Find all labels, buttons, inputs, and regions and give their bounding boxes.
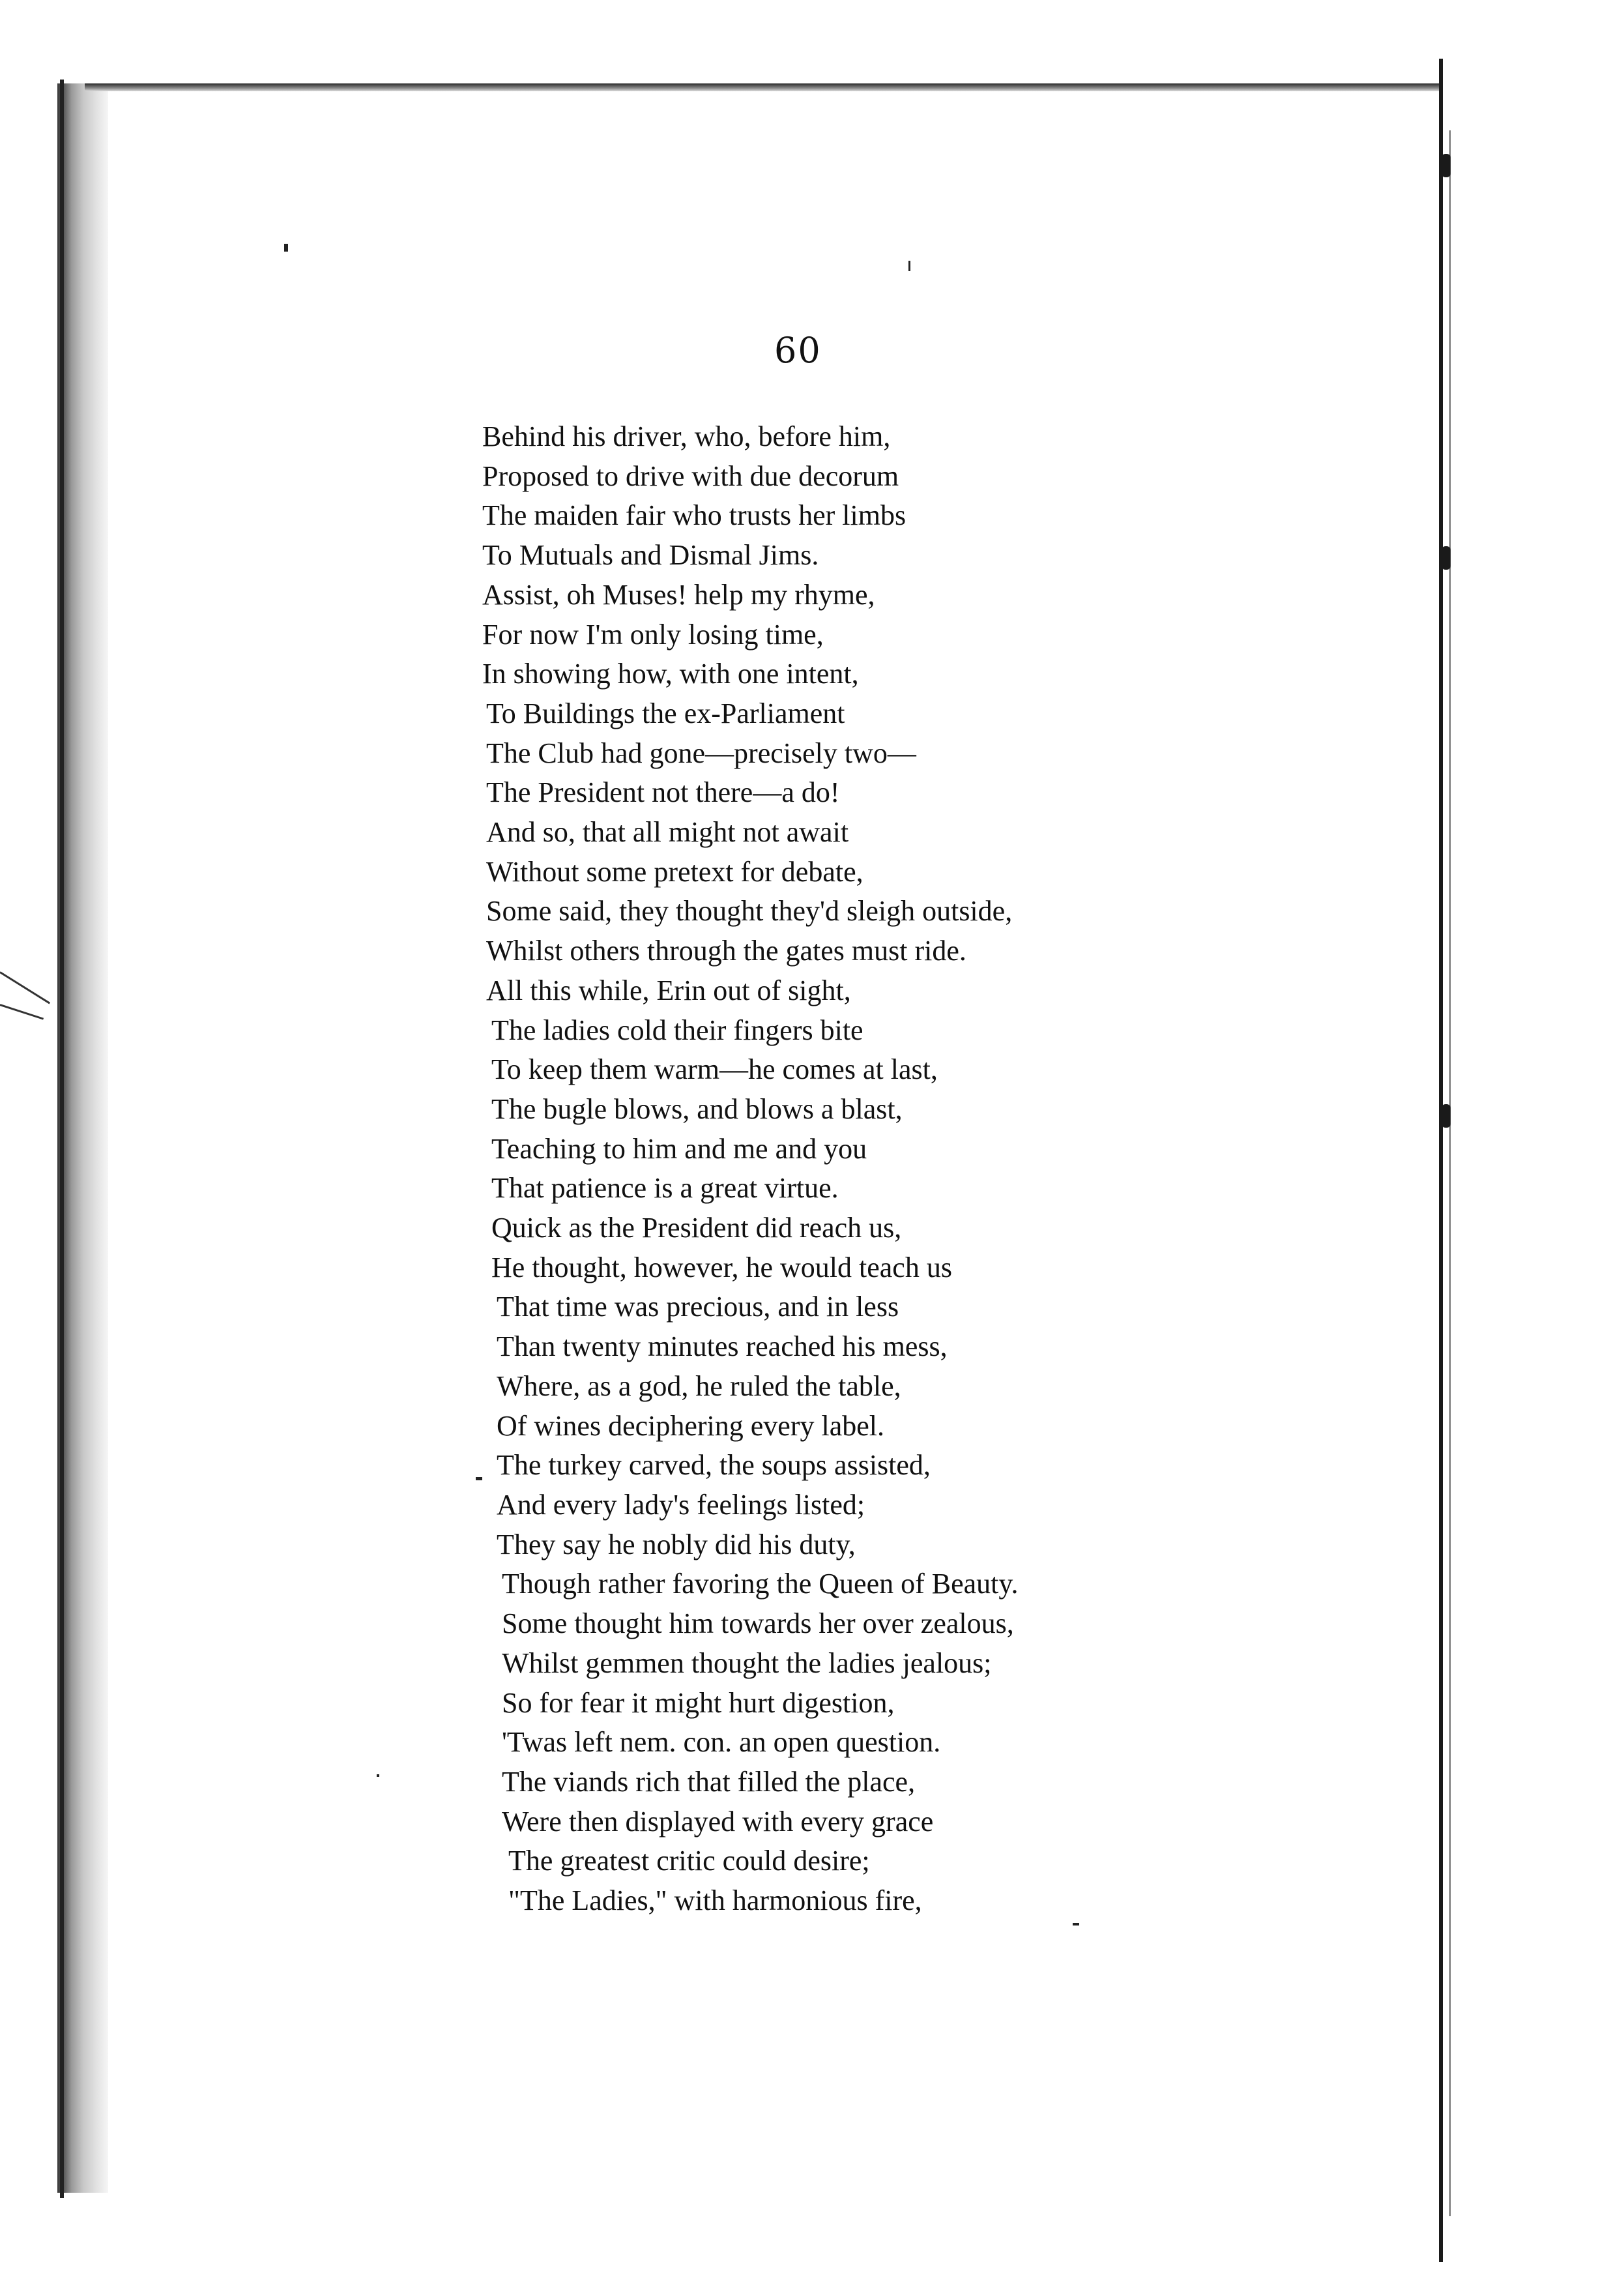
page-left-edge — [57, 83, 108, 2193]
poem-line: And every lady's feelings listed; — [497, 1488, 865, 1521]
poem-line: Whilst gemmen thought the ladies jealous; — [502, 1647, 992, 1679]
poem-line: Whilst others through the gates must ride. — [486, 935, 966, 967]
poem-line: For now I'm only losing time, — [482, 618, 824, 651]
poem-line: That patience is a great virtue. — [491, 1172, 839, 1205]
poem-line: And so, that all might not await — [486, 816, 849, 849]
speck — [284, 244, 288, 252]
poem-line: He thought, however, he would teach us — [491, 1251, 952, 1283]
poem-line: To Buildings the ex-Parliament — [486, 697, 845, 729]
poem-line: The maiden fair who trusts her limbs — [482, 499, 906, 532]
poem-line: Quick as the President did reach us, — [491, 1212, 902, 1244]
dash-mark — [476, 1477, 482, 1480]
speck — [908, 261, 910, 271]
poem-line: The President not there—a do! — [486, 776, 840, 809]
poem-line: Assist, oh Muses! help my rhyme, — [482, 578, 875, 611]
poem-line: Proposed to drive with due decorum — [482, 460, 899, 492]
poem-line: Though rather favoring the Queen of Beauty. — [502, 1568, 1019, 1600]
poem-line: The greatest critic could desire; — [508, 1845, 870, 1877]
poem-body — [482, 417, 1329, 1921]
poem-line: Teaching to him and me and you — [491, 1132, 867, 1165]
poem-line: Without some pretext for debate, — [486, 855, 863, 888]
poem-line: 'Twas left nem. con. an open question. — [502, 1726, 941, 1759]
poem-line: Some said, they thought they'd sleigh outside, — [486, 895, 1013, 928]
poem-line: They say he nobly did his duty, — [497, 1528, 856, 1560]
speck — [1073, 1923, 1079, 1925]
poem-line: The bugle blows, and blows a blast, — [491, 1092, 903, 1125]
page-right-fold-thin — [1449, 130, 1451, 2216]
poem-line: The Club had gone—precisely two— — [486, 737, 916, 769]
poem-line: The ladies cold their fingers bite — [491, 1014, 863, 1046]
poem-line: The viands rich that filled the place, — [502, 1765, 916, 1798]
poem-line: Some thought him towards her over zealous, — [502, 1607, 1014, 1640]
page-left-border — [60, 80, 64, 2198]
poem-line: Behind his driver, who, before him, — [482, 420, 891, 452]
poem-line: That time was precious, and in less — [497, 1291, 899, 1323]
poem-line: So for fear it might hurt digestion, — [502, 1686, 895, 1719]
poem-line: All this while, Erin out of sight, — [486, 974, 851, 1006]
poem-line: Of wines deciphering every label. — [497, 1409, 884, 1442]
scratch-mark — [0, 971, 50, 1004]
poem-line: Than twenty minutes reached his mess, — [497, 1330, 948, 1363]
right-margin-strip — [1453, 0, 1624, 2284]
poem-line: The turkey carved, the soups assisted, — [497, 1449, 931, 1482]
binding-mark — [1442, 546, 1451, 570]
poem-line: To keep them warm—he comes at last, — [491, 1053, 938, 1086]
poem-line: In showing how, with one intent, — [482, 658, 859, 690]
poem-line: "The Ladies," with harmonious fire, — [508, 1884, 922, 1917]
page-number: 60 — [774, 330, 822, 371]
poem-line: Where, as a god, he ruled the table, — [497, 1369, 901, 1402]
poem-line: Were then displayed with every grace — [502, 1805, 934, 1837]
binding-mark — [1442, 1104, 1451, 1128]
poem-line: To Mutuals and Dismal Jims. — [482, 539, 819, 572]
binding-mark — [1442, 154, 1451, 177]
page-top-edge — [85, 83, 1440, 91]
scratch-mark — [0, 1004, 44, 1019]
page-right-fold — [1439, 59, 1443, 2262]
speck — [377, 1774, 379, 1777]
